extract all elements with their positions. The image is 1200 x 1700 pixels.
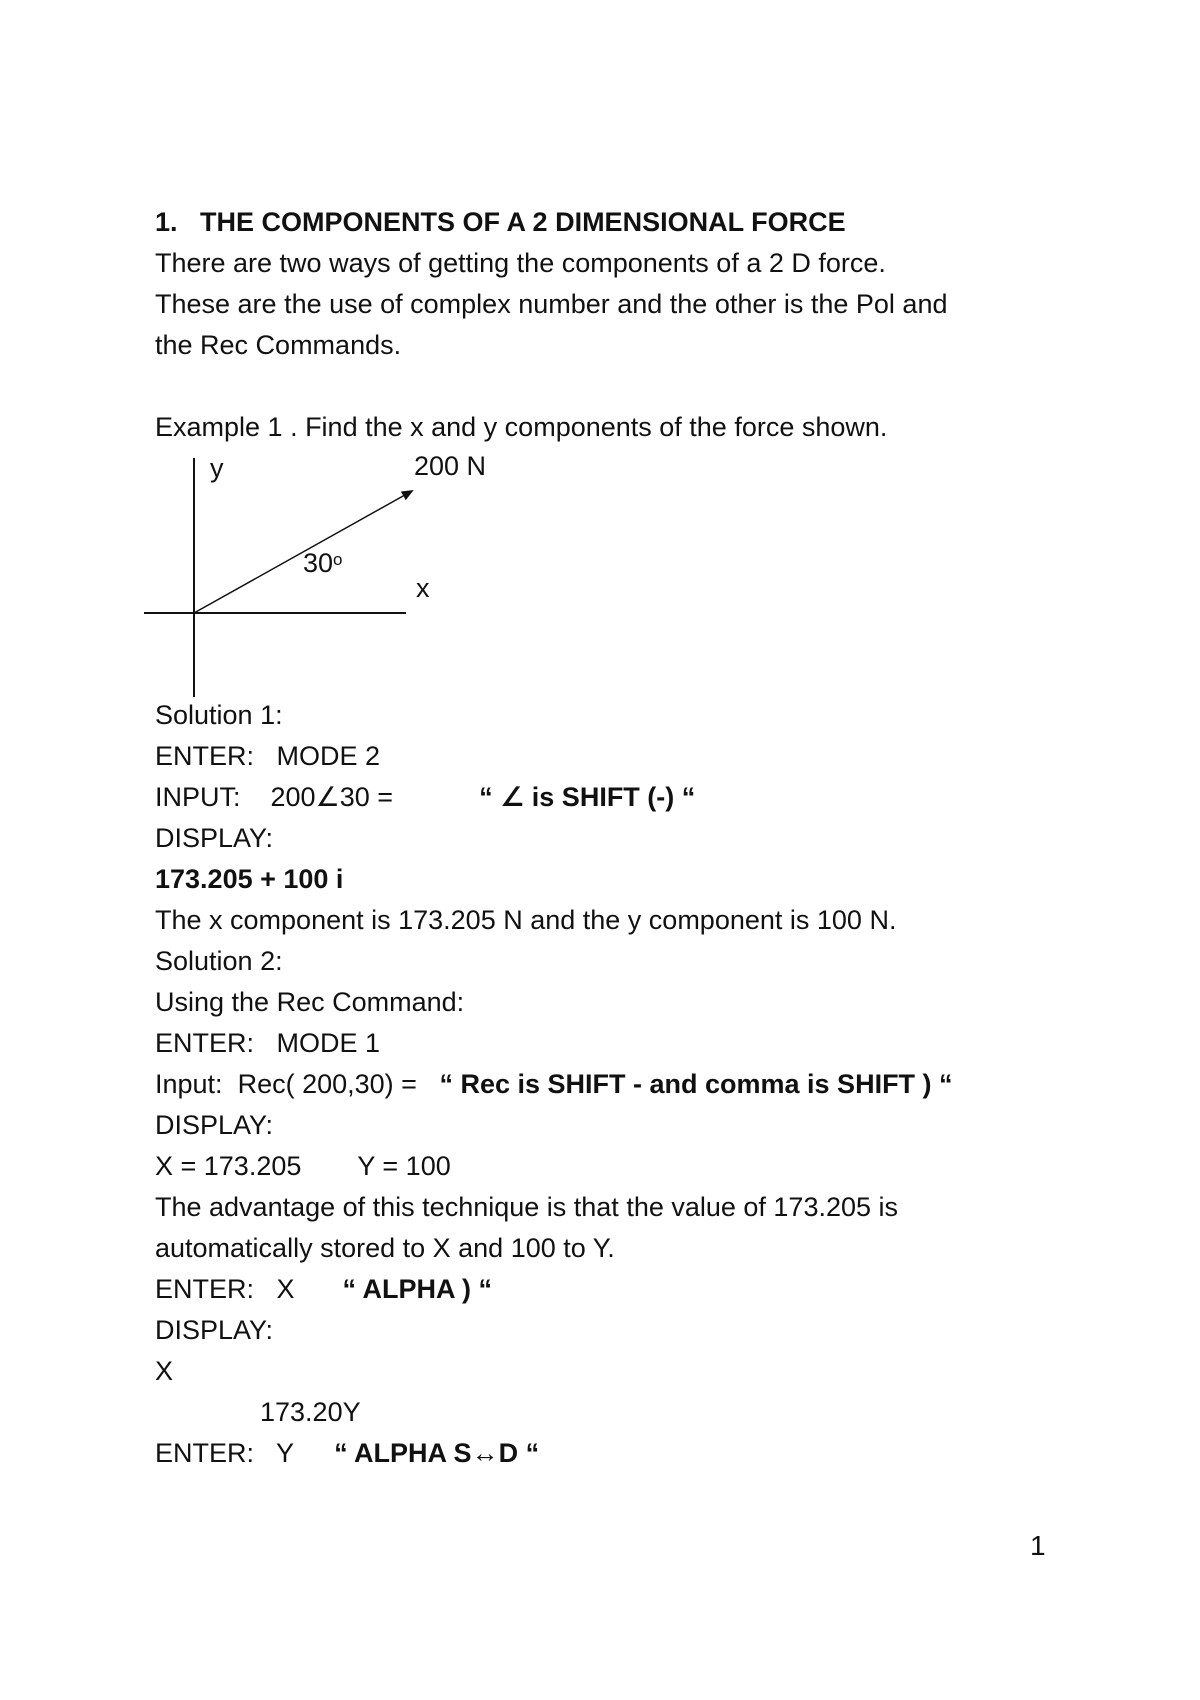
solution1-conclusion: The x component is 173.205 N and the y component is 100 N.	[155, 905, 897, 935]
force-diagram-svg	[140, 455, 520, 715]
section-number: 1.	[155, 207, 178, 237]
enter-label: ENTER:	[155, 1028, 255, 1058]
intro-line-1: There are two ways of getting the components of a 2 D force.	[155, 248, 886, 278]
solution1-heading: Solution 1:	[155, 700, 283, 730]
solution2-advantage-line-1: The advantage of this technique is that the value of 173.205 is	[155, 1192, 899, 1222]
enter-value: X	[276, 1274, 295, 1304]
solution2-display-values	[155, 1149, 451, 1183]
solution2-display-label: DISPLAY:	[155, 1110, 274, 1140]
enter-value: Y	[276, 1438, 295, 1468]
angle-label: 30$^o$	[303, 548, 343, 578]
solution2-using: Using the Rec Command:	[155, 987, 465, 1017]
solution2-enter-y	[155, 1436, 539, 1470]
enter-value: MODE 2	[276, 741, 381, 771]
solution1-enter	[155, 739, 380, 773]
page-number: 1	[1030, 1530, 1046, 1561]
solution2-enter	[155, 1026, 380, 1060]
y-axis-label: y	[210, 455, 224, 483]
solution1-display-label: DISPLAY:	[155, 823, 274, 853]
input-label: Input:	[155, 1069, 223, 1099]
display-x-value: X = 173.205	[155, 1151, 302, 1181]
section-title-text: THE COMPONENTS OF A 2 DIMENSIONAL FORCE	[200, 207, 846, 237]
enter-value: MODE 1	[276, 1028, 381, 1058]
input-label: INPUT:	[155, 782, 241, 812]
intro-line-3: the Rec Commands.	[155, 330, 402, 360]
solution1-input	[155, 780, 695, 814]
input-note: “ ∠ is SHIFT (-) “	[479, 782, 696, 812]
solution2-advantage-line-2: automatically stored to X and 100 to Y.	[155, 1233, 615, 1263]
solution2-heading: Solution 2:	[155, 946, 283, 976]
solution2-display2-line1: X	[155, 1356, 174, 1386]
solution2-display2-line2: 173.20Y	[260, 1397, 361, 1427]
input-value: Rec( 200,30) =	[237, 1069, 417, 1099]
display-y-value: Y = 100	[357, 1151, 451, 1181]
enter-note: “ ALPHA S↔D “	[334, 1438, 540, 1468]
solution2-enter-x	[155, 1272, 492, 1306]
section-title	[155, 205, 846, 239]
x-axis-label: x	[416, 573, 430, 603]
input-note: “ Rec is SHIFT - and comma is SHIFT ) “	[439, 1069, 953, 1099]
enter-label: ENTER:	[155, 1438, 255, 1468]
intro-line-2: These are the use of complex number and the other is the Pol and	[155, 289, 948, 319]
enter-label: ENTER:	[155, 1274, 255, 1304]
solution2-display2-label: DISPLAY:	[155, 1315, 274, 1345]
enter-label: ENTER:	[155, 741, 255, 771]
enter-note: “ ALPHA ) “	[342, 1274, 493, 1304]
solution1-display-value: 173.205 + 100 i	[155, 864, 344, 894]
solution2-input	[155, 1067, 953, 1101]
example-text: Example 1 . Find the x and y components of the force shown.	[155, 412, 888, 442]
input-value: 200∠30 =	[270, 782, 394, 812]
force-label: 200 N	[414, 455, 487, 481]
force-diagram	[140, 455, 520, 715]
